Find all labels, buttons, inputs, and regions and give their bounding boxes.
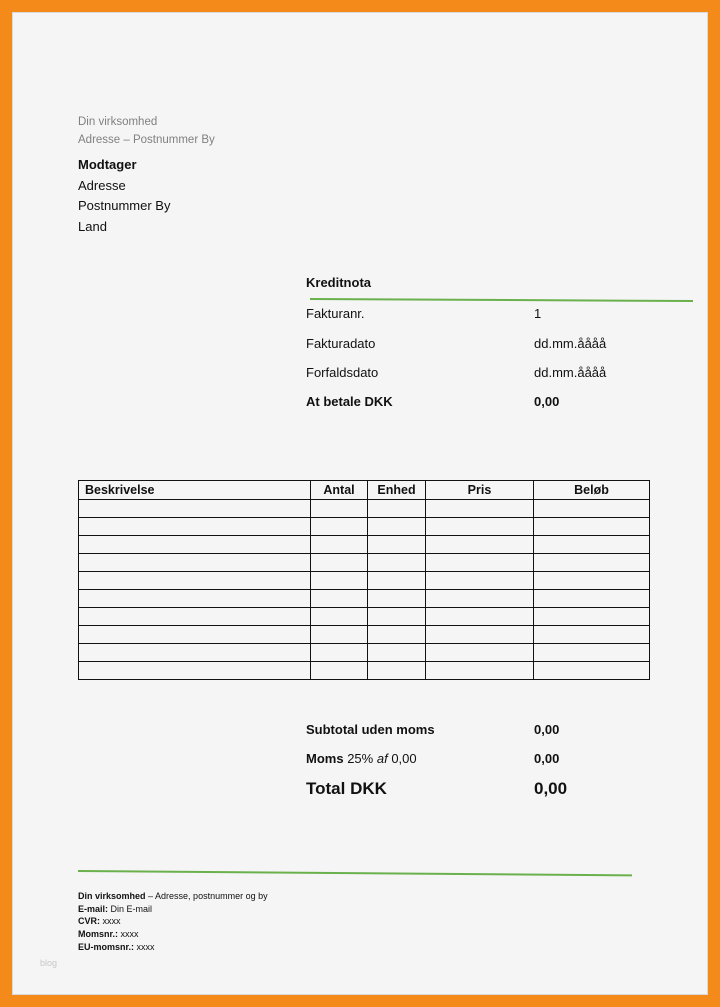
table-cell: [534, 500, 650, 518]
table-cell: [368, 572, 426, 590]
table-row: [79, 518, 650, 536]
recipient-country: Land: [78, 218, 107, 234]
table-cell: [368, 590, 426, 608]
footer-email-value: Din E-mail: [108, 903, 153, 914]
sender-block: [78, 113, 215, 149]
header-description: Beskrivelse: [79, 481, 311, 500]
invoice-number-value: 1: [534, 306, 542, 321]
footer-email-label: E-mail:: [78, 903, 109, 914]
footer-cvr-value: xxxx: [100, 916, 121, 927]
footer-company-rest: – Adresse, postnummer og by: [145, 891, 268, 901]
table-cell: [79, 500, 311, 518]
table-cell: [79, 572, 311, 590]
watermark: blog: [40, 958, 58, 968]
vat-base: 0,00: [391, 751, 417, 766]
table-cell: [79, 626, 311, 644]
footer-company-line: [78, 890, 268, 903]
table-cell: [79, 536, 311, 554]
table-cell: [426, 590, 534, 608]
subtotal-value: 0,00: [534, 722, 560, 737]
title-divider-line: [310, 298, 693, 302]
table-cell: [534, 644, 650, 662]
footer-email-line: [78, 903, 268, 916]
table-cell: [311, 518, 368, 536]
line-items-table: [78, 480, 650, 680]
table-cell: [426, 572, 534, 590]
table-cell: [368, 608, 426, 626]
sender-company: Din virksomhed: [78, 116, 158, 128]
header-unit: Enhed: [368, 481, 426, 500]
table-cell: [311, 572, 368, 590]
vat-rate: 25%: [347, 751, 374, 766]
table-cell: [534, 626, 650, 644]
table-body: [79, 500, 650, 680]
table-cell: [79, 644, 311, 662]
table-header-row: [79, 481, 650, 500]
table-cell: [426, 662, 534, 680]
table-cell: [368, 518, 426, 536]
table-cell: [311, 500, 368, 518]
total-value: 0,00: [534, 779, 568, 798]
subtotal-label: Subtotal uden moms: [306, 722, 435, 737]
footer-company: Din virksomhed: [78, 891, 146, 901]
table-cell: [79, 662, 311, 680]
table-cell: [534, 662, 650, 680]
table-cell: [368, 554, 426, 572]
table-row: [79, 662, 650, 680]
footer-moms-label: Momsnr.:: [78, 929, 119, 940]
table-row: [79, 644, 650, 662]
amount-due-value: 0,00: [534, 394, 560, 409]
table-cell: [311, 554, 368, 572]
table-row: [79, 608, 650, 626]
vat-label: [306, 751, 417, 766]
header-quantity: Antal: [311, 481, 368, 500]
table-cell: [368, 626, 426, 644]
recipient-address: Adresse: [78, 177, 126, 193]
footer-cvr-label: CVR:: [78, 916, 100, 927]
footer-eu-value: xxxx: [134, 941, 155, 952]
sender-address: Adresse – Postnummer By: [78, 134, 215, 146]
table-cell: [311, 536, 368, 554]
table-row: [79, 500, 650, 518]
vat-of: af: [376, 751, 388, 766]
vat-label-prefix: Moms: [306, 751, 344, 766]
table-cell: [426, 626, 534, 644]
table-row: [79, 572, 650, 590]
table-row: [79, 590, 650, 608]
table-cell: [368, 662, 426, 680]
footer-divider-line: [78, 870, 632, 876]
table-cell: [368, 644, 426, 662]
document-page: [12, 12, 708, 995]
footer-eu-line: [78, 941, 268, 954]
header-amount: Beløb: [534, 481, 650, 500]
table-cell: [79, 608, 311, 626]
table-cell: [534, 590, 650, 608]
table-cell: [79, 518, 311, 536]
table-cell: [534, 572, 650, 590]
table-cell: [368, 536, 426, 554]
table-cell: [426, 554, 534, 572]
table-cell: [426, 500, 534, 518]
recipient-postal-city: Postnummer By: [78, 198, 171, 213]
invoice-number-label: Fakturanr.: [306, 306, 365, 321]
table-cell: [311, 662, 368, 680]
table-cell: [534, 518, 650, 536]
vat-value: 0,00: [534, 751, 560, 766]
table-cell: [311, 626, 368, 644]
due-date-value: dd.mm.åååå: [534, 365, 607, 380]
footer-moms-value: xxxx: [118, 929, 139, 940]
table-cell: [79, 554, 311, 572]
table-cell: [79, 590, 311, 608]
table-cell: [311, 608, 368, 626]
document-title: Kreditnota: [306, 275, 371, 290]
footer-eu-label: EU-momsnr.:: [78, 941, 135, 952]
table-cell: [311, 590, 368, 608]
footer-moms-line: [78, 928, 268, 941]
amount-due-label: At betale DKK: [306, 394, 393, 409]
table-row: [79, 536, 650, 554]
table-cell: [426, 518, 534, 536]
table-cell: [311, 644, 368, 662]
table-cell: [426, 644, 534, 662]
invoice-date-label: Fakturadato: [306, 336, 376, 351]
invoice-date-value: dd.mm.åååå: [534, 336, 607, 351]
table-cell: [534, 608, 650, 626]
table-cell: [426, 536, 534, 554]
table-cell: [426, 608, 534, 626]
table-row: [79, 626, 650, 644]
total-label: Total DKK: [306, 779, 387, 798]
table-cell: [534, 554, 650, 572]
table-cell: [368, 500, 426, 518]
table-row: [79, 554, 650, 572]
due-date-label: Forfaldsdato: [306, 365, 379, 380]
recipient-title: Modtager: [78, 157, 137, 172]
footer-cvr-line: [78, 915, 268, 928]
footer-block: [78, 890, 268, 954]
header-price: Pris: [426, 481, 534, 500]
recipient-block: [78, 155, 170, 237]
table-cell: [534, 536, 650, 554]
